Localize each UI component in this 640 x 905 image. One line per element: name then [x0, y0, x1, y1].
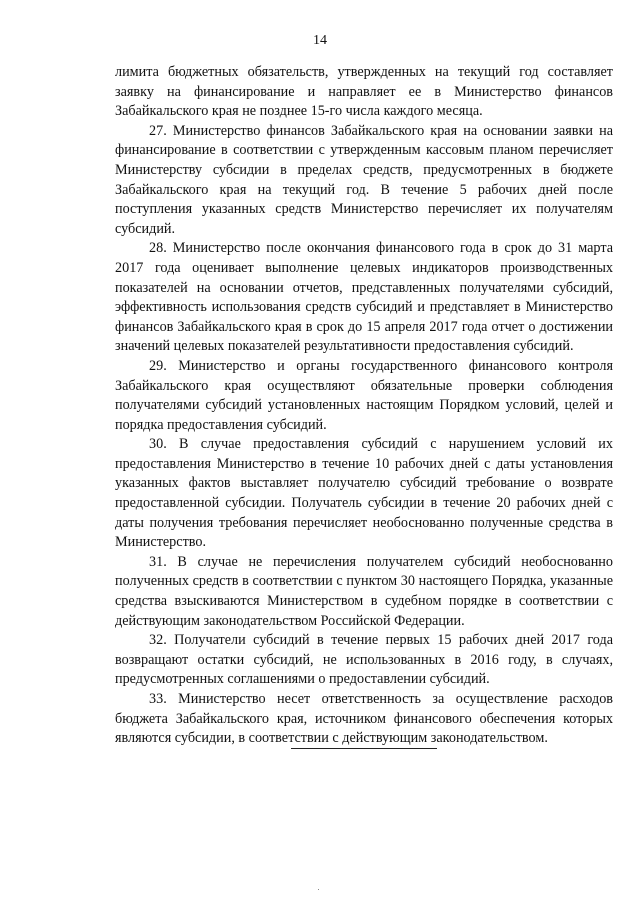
paragraph-28: 28. Министерство после окончания финансового года в срок до 31 марта 2017 года оценивает выполнение целевых индикаторов производственных показателей на основании отчетов, представленных получателями субсидий, эффективность использования средств субсидий и представляет в Министерство финансов Забайкальского края в срок до 15 апреля 2017 года отчет о достижении значений целевых показателей результативности предоставления субсидий. — [115, 240, 613, 355]
paragraph-continuation: лимита бюджетных обязательств, утвержденных на текущий год составляет заявку на финансирование и направляет ее в Министерство финансов Забайкальского края не позднее 15-го числа каждого месяца. — [115, 64, 613, 120]
document-body — [115, 63, 613, 749]
scan-speck — [318, 889, 319, 890]
page-number: 14 — [313, 33, 327, 48]
paragraph-32: 32. Получатели субсидий в течение первых 15 рабочих дней 2017 года возвращают остатки субсидий, не использованных в 2016 году, в случаях, предусмотренных соглашениями о предоставлении субсидий. — [115, 632, 613, 688]
paragraph-33: 33. Министерство несет ответственность за осуществление расходов бюджета Забайкальского края, источником финансового обеспечения которых являются субсидии, в соответствии с действующим законодательством. — [115, 691, 613, 747]
paragraph-27: 27. Министерство финансов Забайкальского края на основании заявки на финансирование в соответствии с утвержденным кассовым планом перечисляет Министерству субсидии в пределах средств, предусмотренных в бюджете Забайкальского края на текущий год. В течение 5 рабочих дней после поступления указанных средств Министерство перечисляет их получателям субсидий. — [115, 122, 613, 237]
paragraph-31: 31. В случае не перечисления получателем субсидий необоснованно полученных средств в соответствии с пунктом 30 настоящего Порядка, указанные средства взыскиваются Министерством в судебном порядке в соответствии с действующим законодательством Российской Федерации. — [115, 553, 613, 629]
paragraph-30: 30. В случае предоставления субсидий с нарушением условий их предоставления Министерство в течение 10 рабочих дней с даты установления указанных фактов выставляет получателю субсидий требование о возврате предоставленной субсидии. Получатель субсидии в течение 20 рабочих дней с даты получения требования перечисляет необоснованно полученные средства в Министерство. — [115, 436, 613, 551]
paragraph-29: 29. Министерство и органы государственного финансового контроля Забайкальского края осуществляют обязательные проверки соблюдения получателями субсидий установленных настоящим Порядком условий, целей и порядка предоставления субсидий. — [115, 357, 613, 433]
closing-divider — [291, 748, 437, 749]
